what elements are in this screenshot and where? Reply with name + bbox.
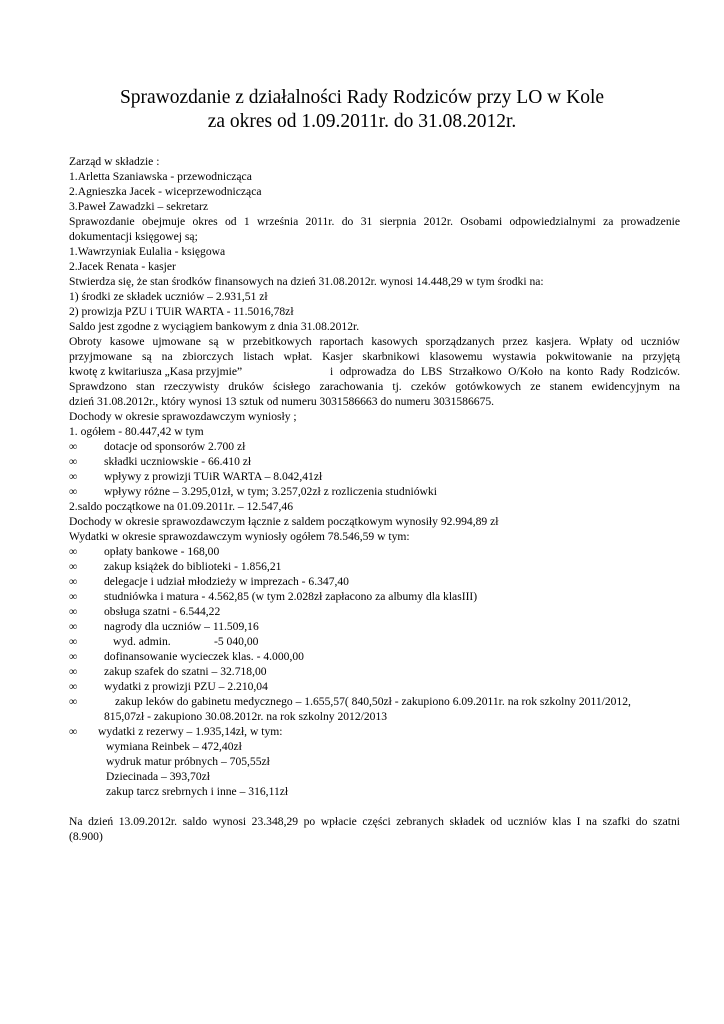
board-member: 2.Agnieszka Jacek - wiceprzewodnicząca — [69, 185, 262, 198]
bullet-icon: ∞ — [69, 470, 78, 483]
funds-item: 1) środki ze składek uczniów – 2.931,51 zł — [69, 290, 268, 303]
funds-statement: Stwierdza się, że stan środków finansowych na dzień 31.08.2012r. wynosi 14.448,29 w tym środki na: — [69, 275, 544, 288]
income-total: 1. ogółem - 80.447,42 w tym — [69, 425, 204, 438]
cash-paragraph-line — [69, 364, 242, 379]
reserve-item: wydruk matur próbnych – 705,55zł — [106, 755, 270, 768]
bullet-icon: ∞ — [69, 725, 78, 738]
reserve-heading: wydatki z rezerwy – 1.935,14zł, w tym: — [98, 725, 283, 738]
board-member: 1.Arletta Szaniawska - przewodnicząca — [69, 170, 252, 183]
expense-item: nagrody dla uczniów – 11.509,16 — [104, 620, 259, 633]
bullet-icon: ∞ — [69, 635, 78, 648]
expense-item: wyd. admin. — [113, 635, 171, 648]
income-item: dotacje od sponsorów 2.700 zł — [104, 440, 246, 453]
receipt-book-text: kwotę z kwitariusza „Kasa przyjmie” — [69, 365, 243, 378]
bullet-icon: ∞ — [69, 575, 78, 588]
expense-item: zakup szafek do szatni – 32.718,00 — [104, 665, 267, 678]
funds-item: 2) prowizja PZU i TUiR WARTA - 11.5016,78zł — [69, 305, 294, 318]
bullet-icon: ∞ — [69, 620, 78, 633]
board-heading: Zarząd w składzie : — [69, 155, 160, 168]
bullet-icon: ∞ — [69, 485, 78, 498]
bullet-icon: ∞ — [69, 455, 78, 468]
bullet-icon: ∞ — [69, 560, 78, 573]
board-member: 3.Paweł Zawadzki – sekretarz — [69, 200, 209, 213]
accountant: 1.Wawrzyniak Eulalia - księgowa — [69, 245, 226, 258]
opening-balance: 2.saldo początkowe na 01.09.2011r. – 12.547,46 — [69, 500, 293, 513]
expense-item: delegacje i udział młodzieży w imprezach - 6.347,40 — [104, 575, 349, 588]
balance-statement: Saldo jest zgodne z wyciągiem bankowym z dnia 31.08.2012r. — [69, 320, 360, 333]
income-item: wpływy różne – 3.295,01zł, w tym; 3.257,02zł z rozliczenia studniówki — [104, 485, 437, 498]
expense-item: obsługa szatni - 6.544,22 — [104, 605, 221, 618]
document-title: Sprawozdanie z działalności Rady Rodziców przy LO w Kole — [119, 87, 605, 108]
income-item: składki uczniowskie - 66.410 zł — [104, 455, 252, 468]
document-period: za okres od 1.09.2011r. do 31.08.2012r. — [207, 111, 517, 132]
expense-item: wydatki z prowizji PZU – 2.210,04 — [104, 680, 268, 693]
expenses-heading: Wydatki w okresie sprawozdawczym wyniosły ogółem 78.546,59 w tym: — [69, 530, 410, 543]
income-with-balance: Dochody w okresie sprawozdawczym łącznie z saldem początkowym wynosiły 92.994,89 zł — [69, 515, 499, 528]
expense-admin-value: -5 040,00 — [214, 635, 259, 648]
income-item: wpływy z prowizji TUiR WARTA – 8.042,41zł — [104, 470, 323, 483]
expense-medical-cont: 815,07zł - zakupiono 30.08.2012r. na rok szkolny 2012/2013 — [104, 710, 388, 723]
scope-line: Sprawozdanie obejmuje okres od 1 września 2011r. do 31 sierpnia 2012r. Osobami odpowiedzialnymi za prowadzenie — [69, 215, 680, 228]
cash-paragraph-line: i odprowadza do LBS Strzałkowo O/Koło na konto Rady Rodziców. — [330, 365, 680, 378]
expense-medical: zakup leków do gabinetu medycznego – 1.655,57( 840,50zł - zakupiono 6.09.2011r. na rok szkolny 2011/2012, — [115, 695, 631, 708]
expense-item: dofinansowanie wycieczek klas. - 4.000,00 — [104, 650, 304, 663]
bullet-icon: ∞ — [69, 605, 78, 618]
bullet-icon: ∞ — [69, 545, 78, 558]
bullet-icon: ∞ — [69, 590, 78, 603]
bullet-icon: ∞ — [69, 440, 78, 453]
cash-paragraph-line: dzień 31.08.2012r., który wynosi 13 sztuk od numeru 3031586663 do numeru 3031586675. — [69, 395, 495, 408]
bullet-icon: ∞ — [69, 680, 78, 693]
bullet-icon: ∞ — [69, 665, 78, 678]
scope-line: dokumentacji księgowej są; — [69, 230, 198, 243]
expense-item: studniówka i matura - 4.562,85 (w tym 2.028zł zapłacono za albumy dla klasIII) — [104, 590, 478, 603]
final-balance-line: (8.900) — [69, 830, 103, 843]
final-balance-line: Na dzień 13.09.2012r. saldo wynosi 23.348,29 po wpłacie części zebranych składek od uczniów klas I na szafki do szatni — [69, 815, 680, 828]
bullet-icon: ∞ — [69, 695, 78, 708]
reserve-item: wymiana Reinbek – 472,40zł — [106, 740, 242, 753]
reserve-item: Dziecinada – 393,70zł — [106, 770, 210, 783]
accountant: 2.Jacek Renata - kasjer — [69, 260, 176, 273]
bullet-icon: ∞ — [69, 650, 78, 663]
income-heading: Dochody w okresie sprawozdawczym wyniosły ; — [69, 410, 297, 423]
cash-paragraph-line: przyjmowane są na zbiorczych listach wpłat. Kasjer skarbnikowi klasowemu wystawia pokwitowanie na przyjętą — [69, 350, 680, 363]
cash-paragraph-line: Obroty kasowe ujmowane są w przebitkowych raportach kasowych sporządzanych przez kasjera. Wpłaty od uczniów — [69, 335, 680, 348]
expense-item: opłaty bankowe - 168,00 — [104, 545, 220, 558]
reserve-item: zakup tarcz srebrnych i inne – 316,11zł — [106, 785, 289, 798]
cash-paragraph-line: Sprawdzono stan rzeczywisty druków ścisłego zarachowania tj. czeków gotówkowych ze stanem ewidencyjnym na — [69, 380, 680, 393]
expense-item: zakup książek do biblioteki - 1.856,21 — [104, 560, 282, 573]
